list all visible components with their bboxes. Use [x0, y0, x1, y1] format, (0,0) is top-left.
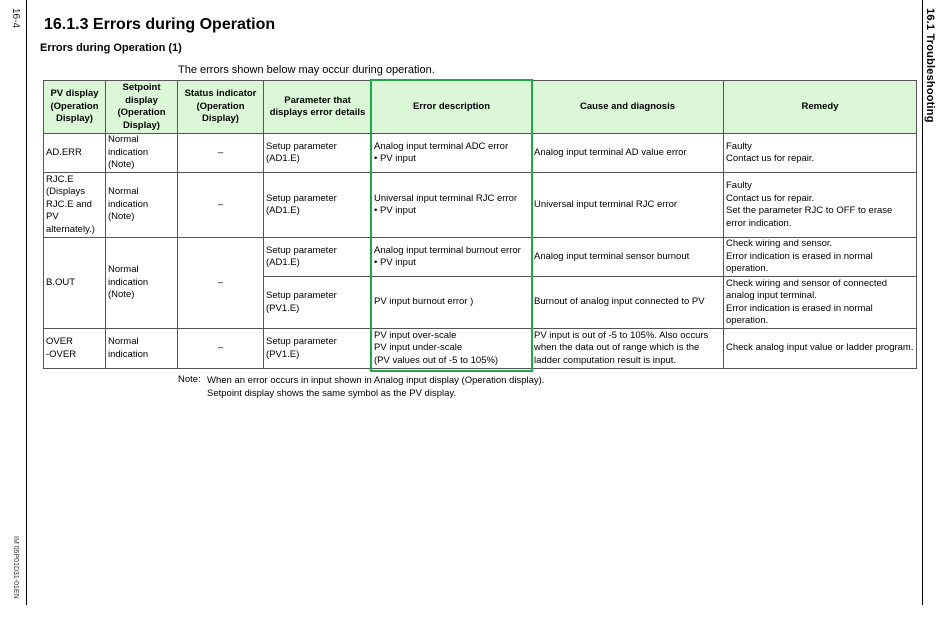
cell-status-indicator: –	[178, 329, 264, 369]
cell-parameter: Setup parameter (AD1.E)	[264, 173, 372, 238]
cell-cause-diagnosis: PV input is out of -5 to 105%. Also occurs when the data out of range which is the ladder computation result is input.	[532, 329, 724, 369]
cell-parameter: Setup parameter (AD1.E)	[264, 134, 372, 173]
cell-parameter: Setup parameter (PV1.E)	[264, 329, 372, 369]
cell-remedy: Check wiring and sensor. Error indication is erased in normal operation.	[724, 238, 917, 277]
table-row	[44, 134, 917, 173]
left-margin-rule	[26, 0, 27, 605]
table-header-row	[44, 81, 917, 134]
cell-remedy: Faulty Contact us for repair.	[724, 134, 917, 173]
cell-parameter: Setup parameter (PV1.E)	[264, 277, 372, 329]
cell-pv-display: OVER -OVER	[44, 329, 106, 369]
cell-status-indicator: –	[178, 134, 264, 173]
chapter-side-tab: 16.1 Troubleshooting	[924, 8, 936, 123]
header-cause-diagnosis: Cause and diagnosis	[532, 81, 724, 134]
header-error-description: Error description	[372, 81, 532, 134]
cell-status-indicator: –	[178, 238, 264, 329]
section-title: 16.1.3 Errors during Operation	[44, 16, 276, 33]
header-setpoint-display: Setpoint display (Operation Display)	[106, 81, 178, 134]
errors-table	[43, 80, 917, 369]
note-line: When an error occurs in input shown in Analog input display (Operation display).	[207, 375, 545, 386]
cell-error-description: PV input over-scale PV input under-scale (PV values out of -5 to 105%)	[372, 329, 532, 369]
cell-pv-display: RJC.E (Displays RJC.E and PV alternately.)	[44, 173, 106, 238]
cell-error-description: PV input burnout error )	[372, 277, 532, 329]
header-pv-display: PV display (Operation Display)	[44, 81, 106, 134]
note-text	[207, 374, 544, 400]
cell-pv-display: AD.ERR	[44, 134, 106, 173]
table-row	[44, 329, 917, 369]
cell-parameter: Setup parameter (AD1.E)	[264, 238, 372, 277]
cell-status-indicator: –	[178, 173, 264, 238]
cell-remedy: Check wiring and sensor of connected analog input terminal. Error indication is erased in normal operation.	[724, 277, 917, 329]
subsection-title: Errors during Operation (1)	[40, 42, 182, 54]
cell-remedy: Check analog input value or ladder program.	[724, 329, 917, 369]
cell-setpoint-display: Normal indication (Note)	[106, 173, 178, 238]
document-id: IM 05P01D31-01EN	[12, 536, 19, 599]
page-number: 16-4	[10, 8, 21, 29]
cell-remedy: Faulty Contact us for repair. Set the parameter RJC to OFF to erase error indication.	[724, 173, 917, 238]
cell-setpoint-display: Normal indication (Note)	[106, 134, 178, 173]
cell-pv-display: B.OUT	[44, 238, 106, 329]
cell-setpoint-display: Normal indication	[106, 329, 178, 369]
cell-cause-diagnosis: Analog input terminal AD value error	[532, 134, 724, 173]
table-row	[44, 173, 917, 238]
header-parameter: Parameter that displays error details	[264, 81, 372, 134]
header-remedy: Remedy	[724, 81, 917, 134]
cell-error-description: Analog input terminal burnout error • PV input	[372, 238, 532, 277]
cell-cause-diagnosis: Analog input terminal sensor burnout	[532, 238, 724, 277]
cell-setpoint-display: Normal indication (Note)	[106, 238, 178, 329]
cell-cause-diagnosis: Burnout of analog input connected to PV	[532, 277, 724, 329]
cell-cause-diagnosis: Universal input terminal RJC error	[532, 173, 724, 238]
right-margin-rule	[922, 0, 923, 605]
note-line: Setpoint display shows the same symbol as the PV display.	[207, 388, 457, 399]
table-row	[44, 238, 917, 277]
cell-error-description: Universal input terminal RJC error • PV input	[372, 173, 532, 238]
intro-text: The errors shown below may occur during operation.	[178, 64, 435, 76]
cell-error-description: Analog input terminal ADC error • PV input	[372, 134, 532, 173]
note-label: Note:	[178, 374, 201, 385]
header-status-indicator: Status indicator (Operation Display)	[178, 81, 264, 134]
